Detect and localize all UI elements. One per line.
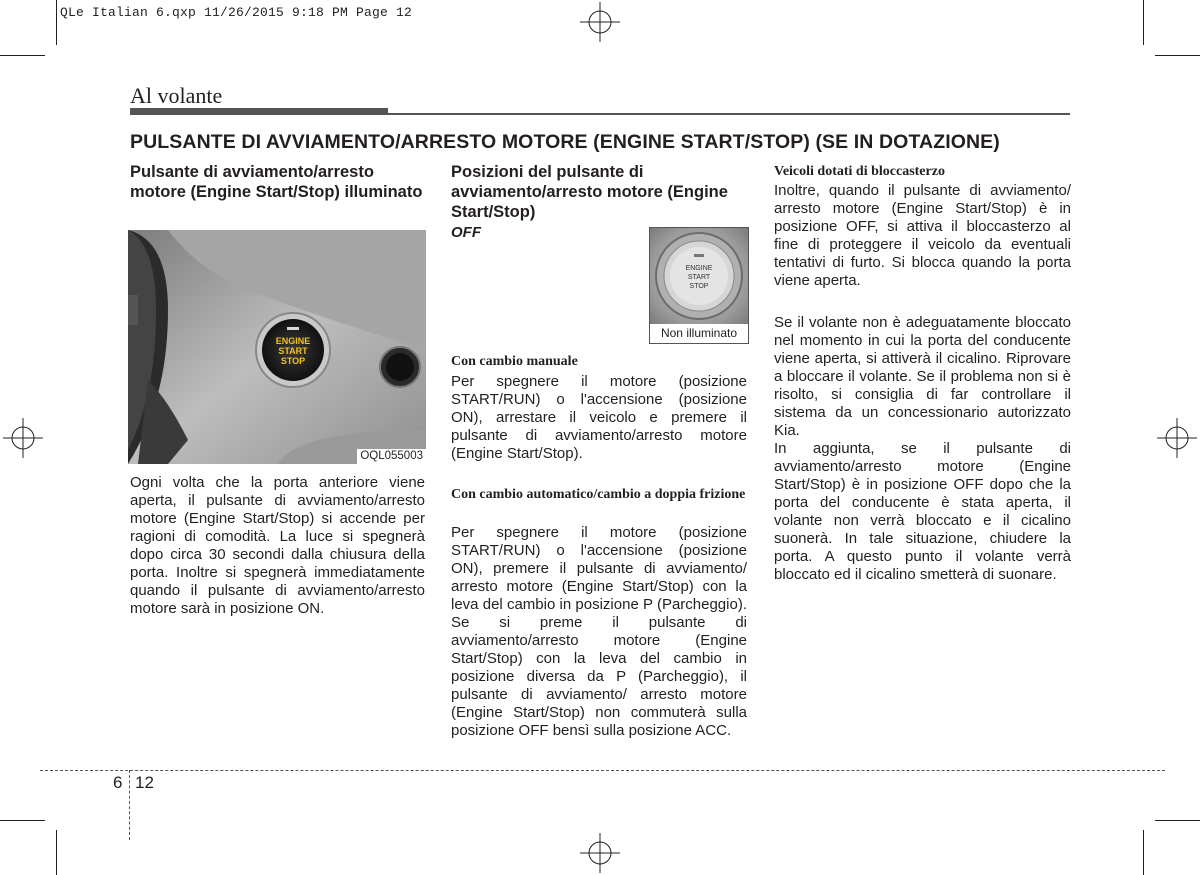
manual-heading: Con cambio manuale <box>451 354 578 369</box>
start-stop-button-icon <box>650 228 748 324</box>
footer-divider <box>129 770 130 840</box>
button-start-text: START <box>278 346 308 356</box>
figure-code: OQL055003 <box>357 449 426 464</box>
off-button-stop-text: STOP <box>689 283 709 290</box>
button-engine-text: ENGINE <box>275 336 311 346</box>
figure-caption: Non illuminato <box>660 326 738 340</box>
col1-body: Ogni volta che la porta anteriore viene aperta, il pulsante di avviamento/arresto motore (Engine Start/Stop) si accende per ragioni di comodità. La luce si spegnerà dopo circa 30 secondi dalla chiusura della porta. Inoltre si spegnerà immediatamente quando il pulsante di avviamento/arresto motore sarà in posizione ON. <box>130 474 425 617</box>
button-stop-text: STOP <box>280 356 306 366</box>
auto-body: Per spegnere il motore (posizione START/RUN) o l'accensione (posizione ON), premere il pulsante di avviamento/ arresto motore (Engine Start/Stop) con la leva del cambio in posizione P (Parcheggio). Se si preme il pulsante di avviamento/arresto motore (Engine Start/Stop) con la leva del cambio in posizione diversa da P (Parcheggio), il pulsante di avviamento/ arresto motore (Engine Start/Stop) non commuterà sulla posizione OFF bensì sulla posizione ACC. <box>451 524 747 739</box>
crop-mark <box>0 55 45 56</box>
section-heading: PULSANTE DI AVVIAMENTO/ARRESTO MOTORE (ENGINE START/STOP) (SE IN DOTAZIONE) <box>130 131 1000 153</box>
off-button-engine-text: ENGINE <box>685 265 713 272</box>
off-label: OFF <box>451 224 481 241</box>
col3-heading: Veicoli dotati di bloccasterzo <box>774 164 945 179</box>
figure-off-button <box>649 227 749 344</box>
col2-heading: Posizioni del pulsante di avviamento/arresto motore (Engine Start/Stop) <box>451 163 728 221</box>
page-number: 12 <box>135 773 154 792</box>
print-header: QLe Italian 6.qxp 11/26/2015 9:18 PM Page 12 <box>60 5 413 20</box>
registration-mark-icon <box>3 418 43 458</box>
crop-mark <box>1155 55 1200 56</box>
off-button-start-text: START <box>687 274 711 281</box>
chapter-number: 6 <box>113 773 123 792</box>
crop-mark <box>0 820 45 821</box>
manual-body: Per spegnere il motore (posizione START/RUN) o l'accensione (posizione ON), arrestare il veicolo e premere il pulsante di avviamento/arresto motore (Engine Start/Stop). <box>451 373 747 462</box>
figure-illuminated-button <box>128 230 426 464</box>
off-button-photo <box>650 228 748 324</box>
registration-mark-icon <box>1157 418 1197 458</box>
crop-mark <box>1155 820 1200 821</box>
title-rule <box>388 113 1070 115</box>
crop-mark <box>1143 830 1144 875</box>
registration-mark-icon <box>580 2 620 42</box>
col3-para3: In aggiunta, se il pulsante di avviamento/arresto motore (Engine Start/Stop) è in posizione OFF dopo che la porta del conducente è stata aperta, il volante non verrà bloccato e il cicalino suonerà. In tale situazione, chiudere la porta. A questo punto il volante verrà bloccato ed il cicalino smetterà di suonare. <box>774 440 1071 583</box>
col3-para1: Inoltre, quando il pulsante di avviamento/ arresto motore (Engine Start/Stop) è in posizione OFF, si attiva il bloccasterzo al fine di proteggere il veicolo da eventuali tentativi di furto. Si blocca quando la porta viene aperta. <box>774 182 1071 289</box>
footer-rule <box>40 770 1165 771</box>
registration-mark-icon <box>580 833 620 873</box>
auto-heading: Con cambio automatico/cambio a doppia frizione <box>451 487 746 502</box>
title-bar <box>130 108 388 115</box>
col1-heading: Pulsante di avviamento/arresto motore (Engine Start/Stop) illuminato <box>130 163 423 201</box>
crop-mark <box>1143 0 1144 45</box>
chapter-title: Al volante <box>130 83 223 108</box>
crop-mark <box>56 830 57 875</box>
col3-para2: Se il volante non è adeguatamente bloccato nel momento in cui la porta del conducente viene aperta, si attiverà il cicalino. Riprovare a bloccare il volante. Se il problema non si è risolto, si consiglia di far controllare il sistema da un concessionario autorizzato Kia. <box>774 314 1071 439</box>
crop-mark <box>56 0 57 45</box>
steering-wheel-photo <box>128 230 426 464</box>
